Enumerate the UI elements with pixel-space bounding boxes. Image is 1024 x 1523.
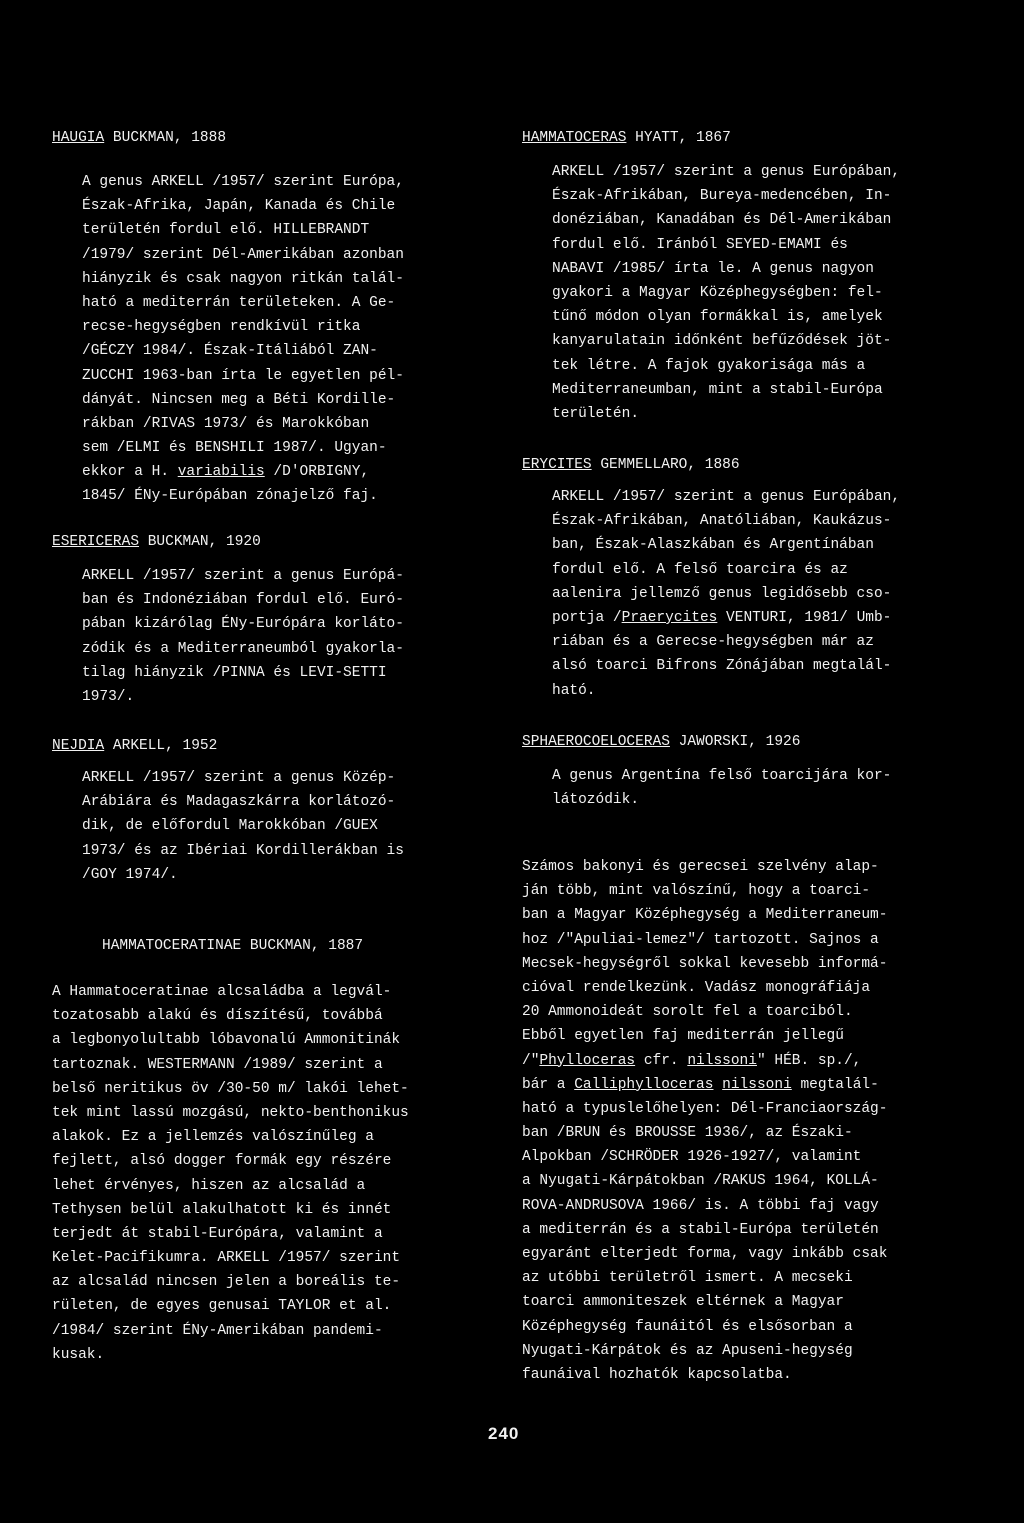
- text-line: Számos bakonyi és gerecsei szelvény alap-: [522, 859, 879, 875]
- text-line: egyaránt elterjedt forma, vagy inkább csak: [522, 1246, 888, 1262]
- text-line: Arábiára és Madagaszkárra korlátozó-: [82, 794, 396, 811]
- author-year: BUCKMAN, 1888: [104, 130, 227, 146]
- text-line: A Hammatoceratinae alcsaládba a legvál-: [52, 984, 392, 1000]
- text-line: rületen, de egyes genusai TAYLOR et al.: [52, 1298, 392, 1315]
- author-year: JAWORSKI, 1926: [669, 734, 801, 750]
- text-fragment: " HÉB. sp./,: [756, 1052, 862, 1069]
- genus-name: HAMMATOCERAS: [522, 130, 627, 146]
- author-year: ARKELL, 1952: [104, 738, 218, 754]
- text-line: tartoznak. WESTERMANN /1989/ szerint a: [52, 1056, 383, 1073]
- text-line: tűnő módon olyan formákkal is, amelyek: [552, 309, 883, 326]
- text-line: területén.: [552, 405, 640, 422]
- section-heading: [52, 128, 462, 148]
- text-line: Észak-Afrikában, Bureya-medencében, In-: [552, 188, 892, 205]
- section-hammatoceras: [522, 128, 962, 422]
- section-heading: [522, 455, 962, 475]
- text-fragment: [713, 1077, 722, 1093]
- text-line: zódik és a Mediterraneumból gyakorla-: [82, 640, 404, 657]
- text-line: 1973/.: [82, 688, 135, 705]
- text-line: dik, de előfordul Marokkóban /GUEX: [82, 818, 378, 835]
- text-line: riában és a Gerecse-hegységben már az: [552, 634, 874, 651]
- text-line: Mecsek-hegységről sokkal kevesebb informá-: [522, 955, 888, 972]
- text-line: donéziában, Kanadában és Dél-Amerikában: [552, 212, 892, 229]
- text-line: Középhegység faunáitól és elsősorban a: [522, 1318, 853, 1335]
- text-line: [552, 606, 962, 630]
- text-line: [522, 1073, 962, 1097]
- text-fragment: cfr.: [635, 1052, 688, 1069]
- text-line: ARKELL /1957/ szerint a genus Európában,: [552, 489, 901, 505]
- text-fragment: portja /: [552, 609, 622, 626]
- text-line: [522, 1049, 962, 1073]
- text-fragment: VENTURI, 1981/ Umb-: [717, 609, 892, 626]
- text-line: kusak.: [52, 1346, 105, 1363]
- text-line: faunáival hozhatók kapcsolatba.: [522, 1366, 792, 1383]
- text-line: Alpokban /SCHRÖDER 1926-1927/, valamint: [522, 1149, 862, 1166]
- section-heading: [52, 532, 462, 552]
- text-line: ható a typuslelőhelyen: Dél-Franciaország-: [522, 1100, 888, 1117]
- text-line: NABAVI /1985/ írta le. A genus nagyon: [552, 260, 874, 277]
- text-line: alsó toarci Bifrons Zónájában megtalál-: [552, 658, 892, 675]
- text-line: látozódik.: [552, 792, 640, 809]
- section-body: [522, 855, 962, 1387]
- section-heading: [52, 736, 462, 756]
- text-line: ható a mediterrán területeken. A Ge-: [82, 294, 396, 311]
- text-line: fordul elő. Iránból SEYED-EMAMI és: [552, 236, 848, 253]
- text-line: A genus ARKELL /1957/ szerint Európa,: [82, 174, 404, 190]
- text-line: fejlett, alsó dogger formák egy részére: [52, 1153, 392, 1170]
- text-line: ján több, mint valószínű, hogy a toarci-: [522, 883, 871, 900]
- text-line: ható.: [552, 682, 596, 699]
- text-line: ban a Magyar Középhegység a Mediterraneum-: [522, 907, 888, 924]
- text-line: ARKELL /1957/ szerint a genus Európában,: [552, 164, 901, 180]
- text-line: tilag hiányzik /PINNA és LEVI-SETTI: [82, 664, 387, 681]
- text-line: sem /ELMI és BENSHILI 1987/. Ugyan-: [82, 440, 387, 457]
- text-line: A genus Argentína felső toarcijára kor-: [552, 768, 892, 784]
- text-line: tek mint lassú mozgású, nekto-benthonikus: [52, 1104, 409, 1121]
- section-body: [552, 764, 962, 812]
- text-line: /GÉCZY 1984/. Észak-Itáliából ZAN-: [82, 343, 378, 360]
- text-line: dányát. Nincsen meg a Béti Kordille-: [82, 391, 396, 408]
- text-line: az utóbbi területről ismert. A mecseki: [522, 1270, 853, 1287]
- text-fragment: /D'ORBIGNY,: [264, 464, 370, 481]
- text-line: a Nyugati-Kárpátokban /RAKUS 1964, KOLLÁ-: [522, 1173, 879, 1190]
- page-number: 240: [488, 1424, 520, 1443]
- text-line: /GOY 1974/.: [82, 866, 178, 883]
- text-line: tek létre. A fajok gyakorisága más a: [552, 357, 866, 374]
- text-line: [82, 460, 462, 484]
- section-heading: [522, 128, 962, 148]
- section-haugia: [52, 128, 462, 505]
- text-line: Nyugati-Kárpátok és az Apuseni-hegység: [522, 1342, 853, 1359]
- section-sphaerocoeloceras: [522, 732, 962, 809]
- genus-name: Calliphylloceras: [574, 1076, 714, 1093]
- section-body: [52, 980, 462, 1367]
- section-body: [82, 170, 462, 509]
- text-line: lehet érvényes, hiszen az alcsalád a: [52, 1177, 366, 1194]
- text-line: cióval rendelkezünk. Vadász monográfiája: [522, 979, 871, 996]
- text-line: 1973/ és az Ibériai Kordillerákban is: [82, 842, 404, 859]
- text-line: az alcsalád nincsen jelen a boreális te-: [52, 1274, 401, 1291]
- text-line: hiányzik és csak nagyon ritkán talál-: [82, 270, 404, 287]
- text-line: aalenira jellemző genus legidősebb cso-: [552, 585, 892, 602]
- section-heading: HAMMATOCERATINAE BUCKMAN, 1887: [102, 938, 364, 954]
- text-line: ZUCCHI 1963-ban írta le egyetlen pél-: [82, 367, 404, 384]
- section-body: [552, 485, 962, 703]
- text-line: a legbonyolultabb lóbavonalú Ammonitinák: [52, 1032, 401, 1049]
- text-line: alakok. Ez a jellemzés valószínűleg a: [52, 1129, 374, 1146]
- text-line: toarci ammoniteszek eltérnek a Magyar: [522, 1294, 844, 1311]
- text-line: ROVA-ANDRUSOVA 1966/ is. A többi faj vagy: [522, 1197, 879, 1214]
- text-line: terjedt át stabil-Európára, valamint a: [52, 1225, 383, 1242]
- section-body: [552, 160, 962, 426]
- text-line: Mediterraneumban, mint a stabil-Európa: [552, 381, 883, 398]
- section-esericeras: [52, 532, 462, 705]
- genus-name: Phylloceras: [539, 1052, 636, 1069]
- text-line: ban és Indonéziában fordul elő. Euró-: [82, 592, 404, 609]
- text-line: rákban /RIVAS 1973/ és Marokkóban: [82, 415, 370, 432]
- text-line: Kelet-Pacifikumra. ARKELL /1957/ szerint: [52, 1250, 401, 1267]
- text-line: 20 Ammonoideát sorolt fel a toarciból.: [522, 1004, 853, 1021]
- text-line: pában kizárólag ÉNy-Európára korláto-: [82, 616, 404, 633]
- genus-name: ESERICERAS: [52, 534, 140, 550]
- text-line: tozatosabb alakú és díszítésű, továbbá: [52, 1008, 383, 1025]
- text-line: kanyarulatain időnként befűződések jöt-: [552, 333, 892, 350]
- section-body: [82, 564, 462, 709]
- section-body: [82, 766, 462, 887]
- text-line: területén fordul elő. HILLEBRANDT: [82, 222, 370, 239]
- text-fragment: bár a: [522, 1076, 575, 1093]
- text-line: ban, Észak-Alaszkában és Argentínában: [552, 537, 874, 554]
- text-line: Tethysen belül alakulhatott ki és innét: [52, 1201, 392, 1218]
- text-line: gyakori a Magyar Középhegységben: fel-: [552, 284, 883, 301]
- genus-name: HAUGIA: [52, 130, 105, 146]
- text-line: Észak-Afrikában, Anatóliában, Kaukázus-: [552, 513, 892, 530]
- text-line: belső neritikus öv /30-50 m/ lakói lehet-: [52, 1080, 409, 1097]
- species-name: variabilis: [177, 464, 265, 481]
- species-name: nilssoni: [722, 1076, 792, 1093]
- section-erycites: [522, 455, 962, 699]
- text-line: hoz /"Apuliai-lemez"/ tartozott. Sajnos a: [522, 931, 879, 948]
- species-name: nilssoni: [687, 1052, 757, 1069]
- genus-name: Praerycites: [621, 609, 718, 626]
- section-hammatoceratinae: [52, 936, 462, 1363]
- text-line: 1845/ ÉNy-Európában zónajelző faj.: [82, 488, 378, 505]
- text-fragment: ekkor a H.: [82, 464, 178, 481]
- text-line: Ebből egyetlen faj mediterrán jellegű: [522, 1028, 844, 1045]
- text-fragment: megtalál-: [791, 1076, 879, 1093]
- genus-name: NEJDIA: [52, 738, 105, 754]
- text-line: recse-hegységben rendkívül ritka: [82, 319, 361, 336]
- section-nejdia: [52, 736, 462, 883]
- author-year: HYATT, 1867: [626, 130, 731, 146]
- author-year: GEMMELLARO, 1886: [591, 457, 740, 473]
- text-line: /1979/ szerint Dél-Amerikában azonban: [82, 246, 404, 263]
- text-line: /1984/ szerint ÉNy-Amerikában pandemi-: [52, 1322, 383, 1339]
- text-line: fordul elő. A felső toarcira és az: [552, 561, 848, 578]
- section-heading: [522, 732, 962, 752]
- genus-name: SPHAEROCOELOCERAS: [522, 734, 670, 750]
- text-line: ARKELL /1957/ szerint a genus Európá-: [82, 568, 404, 584]
- text-line: a mediterrán és a stabil-Európa területén: [522, 1221, 879, 1238]
- text-fragment: /": [522, 1052, 540, 1069]
- text-line: Észak-Afrika, Japán, Kanada és Chile: [82, 198, 396, 215]
- text-line: ban /BRUN és BROUSSE 1936/, az Északi-: [522, 1125, 853, 1142]
- author-year: BUCKMAN, 1920: [139, 534, 261, 550]
- text-line: ARKELL /1957/ szerint a genus Közép-: [82, 770, 396, 786]
- genus-name: ERYCITES: [522, 457, 592, 473]
